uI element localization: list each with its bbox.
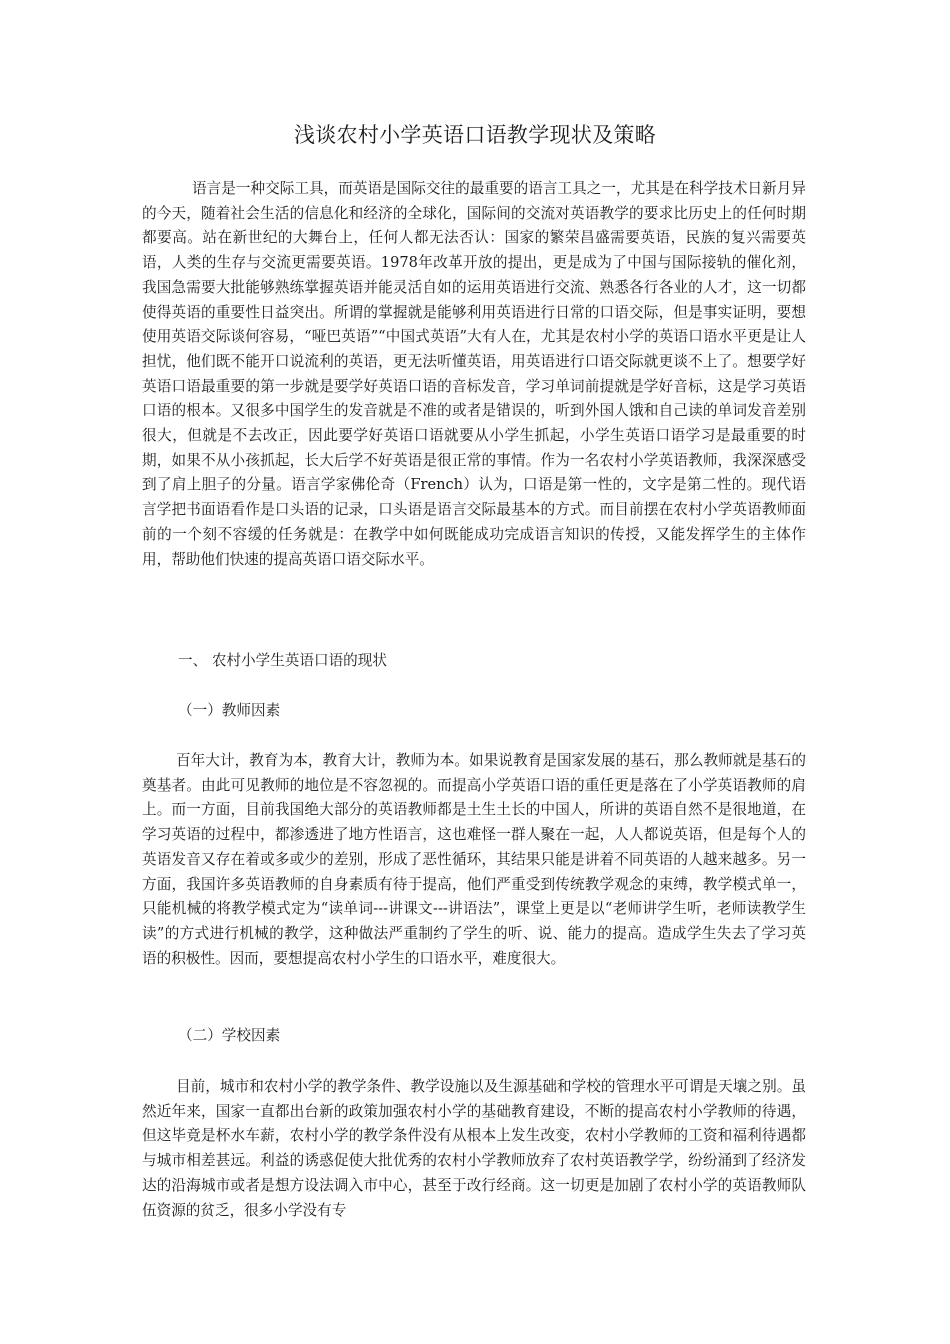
intro-paragraph: 语言是一种交际工具，而英语是国际交往的最重要的语言工具之一，尤其是在科学技术日新月异的今天，随着社会生活的信息化和经济的全球化，国际间的交流对英语教学的要求比历史上的任何时期都要高。站在新世纪的大舞台上，任何人都无法否认：国家的繁荣昌盛需要英语，民族的复兴需要英语，人类的生存与交流更需要英语。1978年改革开放的提出，更是成为了中国与国际接轨的催化剂，我国急需要大批能够熟练掌握英语并能灵活自如的运用英语进行交流、熟悉各行各业的人才，这一切都使得英语的重要性日益突出。所谓的掌握就是能够利用英语进行日常的口语交际，但是事实证明，要想使用英语交际谈何容易，“哑巴英语”“中国式英语”大有人在，尤其是农村小学的英语口语水平更是让人担忧，他们既不能开口说流利的英语，更无法听懂英语，用英语进行口语交际就更谈不上了。想要学好英语口语最重要的第一步就是要学好英语口语的音标发音，学习单词前提就是学好音标，这是学习英语口语的根本。又很多中国学生的发音就是不准的或者是错误的，听到外国人饿和自己读的单词发音差别很大，但就是不去改正，因此要学好英语口语就要从小学生抓起，小学生英语口语学习是最重要的时期，如果不从小孩抓起，长大后学不好英语是很正常的事情。作为一名农村小学英语教师，我深深感受到了肩上胆子的分量。语言学家佛伦奇（French）认为，口语是第一性的，文字是第二性的。现代语言学把书面语看作是口头语的记录，口头语是语言交际最基本的方式。而目前摆在农村小学英语教师面前的一个刻不容缓的任务就是：在教学中如何既能成功完成语言知识的传授，又能发挥学生的主体作用，帮助他们快速的提高英语口语交际水平。 xyxy=(142,180,806,568)
subsection-heading-teacher: （一）教师因素 xyxy=(178,702,281,719)
document-title: 浅谈农村小学英语口语教学现状及策略 xyxy=(293,123,657,147)
school-factor-paragraph: 目前，城市和农村小学的教学条件、教学设施以及生源基础和学校的管理水平可谓是天壤之别。虽然近年来，国家一直都出台新的政策加强农村小学的基础教育建设，不断的提高农村小学教师的待遇，但这毕竟是杯水车薪，农村小学的教学条件没有从根本上发生改变，农村小学教师的工资和福利待遇都与城市相差甚远。利益的诱惑促使大批优秀的农村小学教师放弃了农村英语教学学，纷纷涌到了经济发达的沿海城市或者是想方设法调入市中心，甚至于改行经商。这一切更是加剧了农村小学的英语教师队伍资源的贫乏，很多小学没有专 xyxy=(142,1078,806,1219)
subsection-heading-school: （二）学校因素 xyxy=(178,1027,281,1044)
teacher-factor-paragraph: 百年大计，教育为本，教育大计，教师为本。如果说教育是国家发展的基石，那么教师就是基石的奠基者。由此可见教师的地位是不容忽视的。而提高小学英语口语的重任更是落在了小学英语教师的肩上。而一方面，目前我国绝大部分的英语教师都是土生土长的中国人，所讲的英语自然不是很地道，在学习英语的过程中，都渗透进了地方性语言，这也难怪一群人聚在一起，人人都说英语，但是每个人的英语发音又存在着或多或少的差别，形成了恶性循环，其结果只能是讲着不同英语的人越来越多。另一方面，我国许多英语教师的自身素质有待于提高，他们严重受到传统教学观念的束缚，教学模式单一，只能机械的将教学模式定为“读单词---讲课文---讲语法”，课堂上更是以“老师讲学生听，老师读教学生读”的方式进行机械的教学，这种做法严重制约了学生的听、说、能力的提高。造成学生失去了学习英语的积极性。因而，要想提高农村小学生的口语水平，难度很大。 xyxy=(142,752,806,967)
section-heading-1: 一、 农村小学生英语口语的现状 xyxy=(178,652,387,669)
